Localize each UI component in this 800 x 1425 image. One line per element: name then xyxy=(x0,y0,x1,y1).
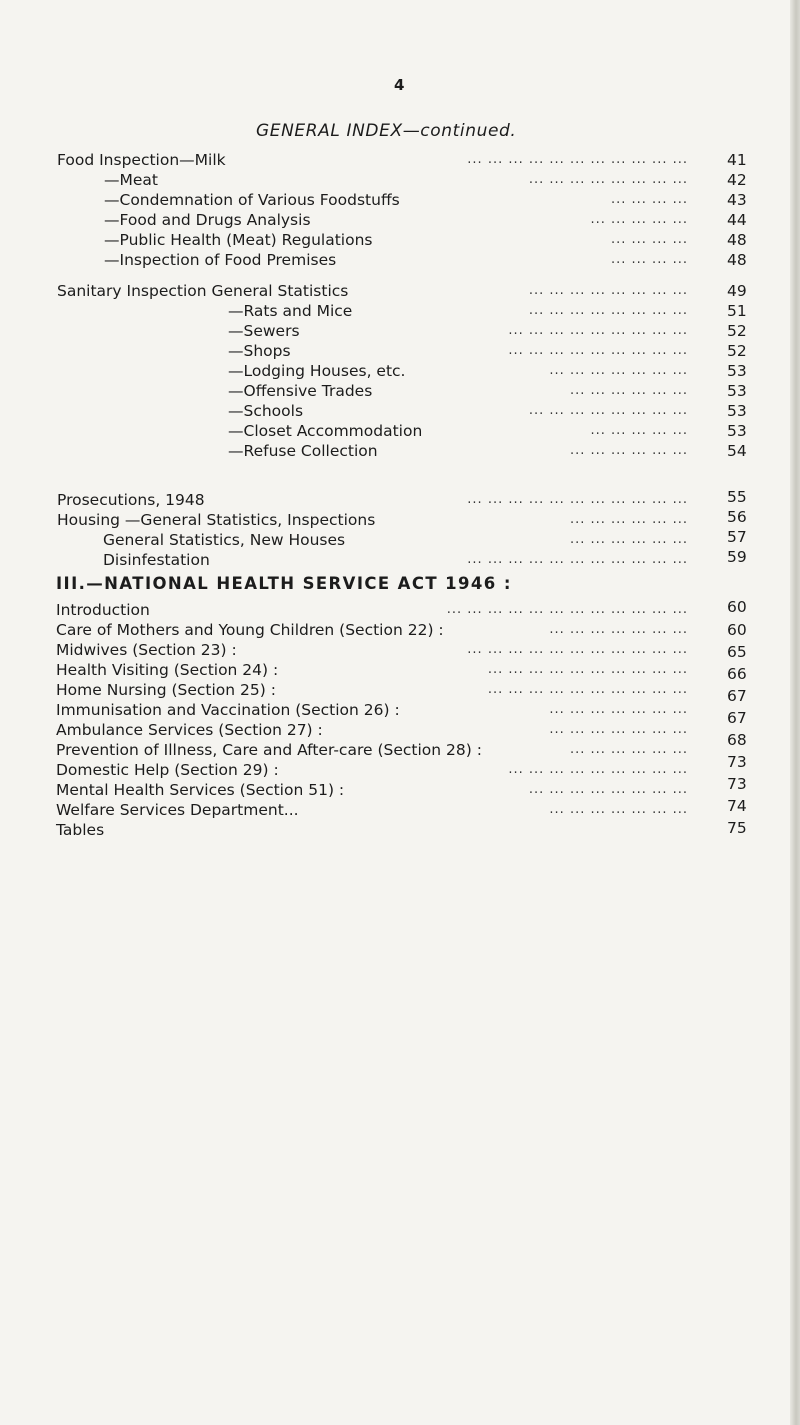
section-entry-page-number: 65 xyxy=(727,643,747,661)
dot-leaders: ... ... ... ... ... ... ... ... ... ... xyxy=(487,662,688,677)
page-number: 4 xyxy=(394,76,405,94)
index-entry-page-number: 59 xyxy=(727,548,747,566)
dot-leaders: ... ... ... ... ... ... xyxy=(569,742,688,757)
index-heading: GENERAL INDEX—continued. xyxy=(256,121,517,141)
dot-leaders: ... ... ... ... ... ... ... ... ... ... xyxy=(487,682,688,697)
index-entry-label: Housing —General Statistics, Inspections xyxy=(57,511,376,529)
section-entry-page-number: 73 xyxy=(727,753,747,771)
section-entry xyxy=(0,820,800,840)
index-entry-label: —Public Health (Meat) Regulations xyxy=(104,231,373,249)
dot-leaders: ... ... ... ... xyxy=(611,192,688,207)
dot-leaders: ... ... ... ... ... ... ... xyxy=(549,702,688,717)
dot-leaders: ... ... ... ... ... ... ... ... xyxy=(528,782,688,797)
dot-leaders: ... ... ... ... ... ... xyxy=(569,383,688,398)
section-entry xyxy=(0,660,800,683)
index-entry-page-number: 49 xyxy=(727,282,747,300)
index-entry xyxy=(0,190,800,210)
index-entry-page-number: 48 xyxy=(727,231,747,249)
dot-leaders: ... ... ... ... ... ... ... xyxy=(549,363,688,378)
section-entry-page-number: 60 xyxy=(727,598,747,616)
dot-leaders: ... ... ... ... ... ... ... ... xyxy=(528,172,688,187)
index-entry-label: —Meat xyxy=(104,171,158,189)
dot-leaders: ... ... ... ... ... ... ... xyxy=(549,722,688,737)
index-entry xyxy=(0,250,800,270)
index-entry-label: General Statistics, New Houses xyxy=(103,531,346,549)
index-entry-label: Sanitary Inspection General Statistics xyxy=(57,282,349,300)
section-entry xyxy=(0,680,800,705)
dot-leaders: ... ... ... ... ... ... ... ... xyxy=(528,403,688,418)
dot-leaders: ... ... ... ... ... ... xyxy=(569,512,688,527)
index-entry-page-number: 43 xyxy=(727,191,747,209)
dot-leaders: ... ... ... ... ... ... ... ... ... ... ... ... xyxy=(446,602,688,617)
index-entry xyxy=(0,530,800,550)
index-entry-page-number: 55 xyxy=(727,488,747,506)
section-entry-page-number: 68 xyxy=(727,731,747,749)
dot-leaders: ... ... ... ... ... ... ... ... ... xyxy=(508,343,688,358)
section-entry xyxy=(0,600,800,620)
section-entry-label: Immunisation and Vaccination (Section 26) : xyxy=(56,701,400,719)
section-entry-page-number: 67 xyxy=(727,709,747,727)
index-entry xyxy=(0,510,800,530)
dot-leaders: ... ... ... ... ... ... ... xyxy=(549,802,688,817)
index-entry-page-number: 53 xyxy=(727,422,747,440)
index-entry-label: —Inspection of Food Premises xyxy=(104,251,337,269)
index-entry-page-number: 53 xyxy=(727,402,747,420)
index-entry xyxy=(0,490,800,510)
index-entry-page-number: 54 xyxy=(727,442,747,460)
section-entry xyxy=(0,720,800,749)
index-entry xyxy=(0,281,800,301)
section-title: III.—NATIONAL HEALTH SERVICE ACT 1946 : xyxy=(56,574,512,593)
dot-leaders: ... ... ... ... ... ... ... xyxy=(549,622,688,637)
section-entry xyxy=(0,620,800,640)
dot-leaders: ... ... ... ... ... ... xyxy=(569,532,688,547)
dot-leaders: ... ... ... ... ... xyxy=(590,212,688,227)
index-entry-label: —Rats and Mice xyxy=(228,302,353,320)
index-entry-label: Food Inspection—Milk xyxy=(57,151,226,169)
section-entry xyxy=(0,700,800,727)
dot-leaders: ... ... ... ... ... ... ... ... ... ... ... xyxy=(467,492,688,507)
section-entry-label: Care of Mothers and Young Children (Section 22) : xyxy=(56,621,444,639)
index-entry-page-number: 52 xyxy=(727,322,747,340)
index-entry-page-number: 51 xyxy=(727,302,747,320)
section-entry-label: Introduction xyxy=(56,601,150,619)
index-entry xyxy=(0,550,800,570)
section-entry-label: Home Nursing (Section 25) : xyxy=(56,681,276,699)
index-entry-label: —Schools xyxy=(228,402,304,420)
index-entry-page-number: 52 xyxy=(727,342,747,360)
index-entry xyxy=(0,170,800,190)
index-entry-page-number: 42 xyxy=(727,171,747,189)
index-entry-page-number: 48 xyxy=(727,251,747,269)
index-entry-page-number: 44 xyxy=(727,211,747,229)
dot-leaders: ... ... ... ... ... ... ... ... ... ... ... xyxy=(467,552,688,567)
section-entry xyxy=(0,640,800,660)
index-entry-label: —Refuse Collection xyxy=(228,442,378,460)
section-entry-label: Mental Health Services (Section 51) : xyxy=(56,781,345,799)
index-entry-page-number: 53 xyxy=(727,362,747,380)
section-entry-label: Welfare Services Department... xyxy=(56,801,299,819)
index-entry-page-number: 41 xyxy=(727,151,747,169)
dot-leaders: ... ... ... ... ... ... ... ... ... ... ... xyxy=(467,152,688,167)
section-entry-label: Tables xyxy=(56,821,105,839)
index-entry-label: Disinfestation xyxy=(103,551,210,569)
index-entry xyxy=(0,150,800,170)
index-entry-label: —Sewers xyxy=(228,322,300,340)
index-entry-page-number: 57 xyxy=(727,528,747,546)
index-entry xyxy=(0,401,800,421)
index-entry xyxy=(0,341,800,361)
section-entry-page-number: 66 xyxy=(727,665,747,683)
section-entry-page-number: 75 xyxy=(727,819,747,837)
section-entry-label: Midwives (Section 23) : xyxy=(56,641,237,659)
dot-leaders: ... ... ... ... ... ... ... ... ... xyxy=(508,323,688,338)
index-entry-page-number: 56 xyxy=(727,508,747,526)
index-entry xyxy=(0,321,800,341)
dot-leaders: ... ... ... ... xyxy=(611,252,688,267)
section-entry-page-number: 73 xyxy=(727,775,747,793)
dot-leaders: ... ... ... ... ... ... ... ... xyxy=(528,283,688,298)
index-entry-label: —Lodging Houses, etc. xyxy=(228,362,406,380)
index-entry-page-number: 53 xyxy=(727,382,747,400)
index-entry-label: —Closet Accommodation xyxy=(228,422,423,440)
dot-leaders: ... ... ... ... ... ... xyxy=(569,443,688,458)
section-entry-label: Domestic Help (Section 29) : xyxy=(56,761,279,779)
index-entry xyxy=(0,441,800,461)
section-entry-page-number: 60 xyxy=(727,621,747,639)
section-entry-label: Health Visiting (Section 24) : xyxy=(56,661,279,679)
dot-leaders: ... ... ... ... ... ... ... ... ... xyxy=(508,762,688,777)
index-entry-label: —Shops xyxy=(228,342,291,360)
index-entry-label: —Condemnation of Various Foodstuffs xyxy=(104,191,400,209)
section-entry-label: Prevention of Illness, Care and After-care (Section 28) : xyxy=(56,741,482,759)
index-entry xyxy=(0,421,800,441)
index-entry-label: —Food and Drugs Analysis xyxy=(104,211,311,229)
dot-leaders: ... ... ... ... ... ... ... ... xyxy=(528,303,688,318)
index-entry-label: Prosecutions, 1948 xyxy=(57,491,205,509)
dot-leaders: ... ... ... ... ... xyxy=(590,423,688,438)
index-entry xyxy=(0,230,800,250)
index-entry xyxy=(0,301,800,321)
index-entry xyxy=(0,210,800,230)
index-entry-label: —Offensive Trades xyxy=(228,382,373,400)
section-entry-page-number: 74 xyxy=(727,797,747,815)
section-entry-page-number: 67 xyxy=(727,687,747,705)
dot-leaders: ... ... ... ... xyxy=(611,232,688,247)
index-entry xyxy=(0,361,800,381)
section-entry-label: Ambulance Services (Section 27) : xyxy=(56,721,323,739)
index-entry xyxy=(0,381,800,401)
dot-leaders: ... ... ... ... ... ... ... ... ... ... ... xyxy=(467,642,688,657)
